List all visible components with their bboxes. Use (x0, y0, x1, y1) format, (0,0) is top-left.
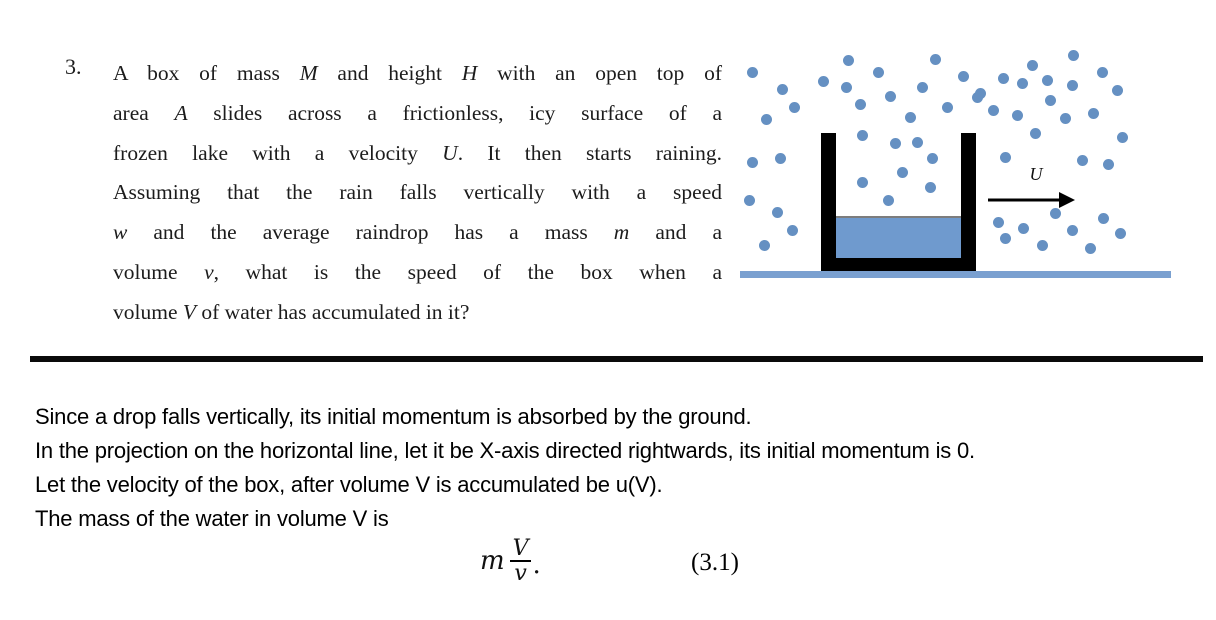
raindrop-icon (1000, 152, 1011, 163)
raindrop-icon (1103, 159, 1114, 170)
raindrop-icon (917, 82, 928, 93)
problem-text-line: volume v, what is the speed of the box when a (113, 259, 722, 284)
raindrop-icon (818, 76, 829, 87)
fraction-denominator: v (510, 560, 530, 585)
raindrop-icon (747, 157, 758, 168)
raindrop-icon (905, 112, 916, 123)
raindrop-icon (998, 73, 1009, 84)
raindrop-icon (855, 99, 866, 110)
raindrop-icon (873, 67, 884, 78)
problem-text-line: w and the average raindrop has a mass m and a (113, 220, 722, 245)
raindrop-icon (942, 102, 953, 113)
equation-period: . (532, 550, 541, 580)
raindrop-icon (761, 114, 772, 125)
raindrop-icon (1017, 78, 1028, 89)
problem-text-line: area A slides across a frictionless, icy surface of a (113, 100, 722, 125)
problem-text-line: A box of mass M and height H with an open top of (113, 61, 722, 85)
solution-text (35, 400, 1200, 536)
problem-text-line: volume V of water has accumulated in it? (113, 299, 470, 324)
raindrop-icon (1045, 95, 1056, 106)
velocity-arrow-icon (985, 186, 1077, 212)
raindrop-icon (1037, 240, 1048, 251)
raindrop-icon (789, 102, 800, 113)
water-in-box (836, 216, 961, 258)
raindrop-icon (1112, 85, 1123, 96)
raindrop-icon (777, 84, 788, 95)
raindrop-icon (759, 240, 770, 251)
raindrop-icon (1000, 233, 1011, 244)
solution-text-line: The mass of the water in volume V is (35, 506, 389, 531)
equation-fraction (509, 537, 533, 585)
solution-text-line: In the projection on the horizontal line, let it be X-axis directed rightwards, its initial momentum is 0. (35, 438, 975, 463)
raindrop-icon (744, 195, 755, 206)
raindrop-icon (787, 225, 798, 236)
raindrop-icon (1085, 243, 1096, 254)
raindrop-icon (1018, 223, 1029, 234)
raindrop-icon (988, 105, 999, 116)
raindrop-icon (1098, 213, 1109, 224)
raindrop-icon (1117, 132, 1128, 143)
equation (480, 528, 541, 594)
velocity-label: U (1029, 164, 1043, 184)
raindrop-icon (1060, 113, 1071, 124)
diagram (730, 40, 1180, 285)
raindrop-icon (993, 217, 1004, 228)
raindrop-icon (1068, 50, 1079, 61)
raindrop-icon (1115, 228, 1126, 239)
raindrop-icon (1097, 67, 1108, 78)
raindrop-icon (1027, 60, 1038, 71)
equation-number: (3.1) (691, 549, 739, 576)
raindrop-icon (1067, 80, 1078, 91)
raindrop-icon (843, 55, 854, 66)
equation-mass-symbol: m (480, 546, 505, 576)
fraction-numerator: V (512, 535, 529, 561)
raindrop-icon (1088, 108, 1099, 119)
problem-number: 3. (65, 54, 82, 79)
raindrop-icon (885, 91, 896, 102)
problem-text (113, 54, 722, 333)
raindrop-icon (1030, 128, 1041, 139)
raindrop-icon (1012, 110, 1023, 121)
raindrop-icon (1077, 155, 1088, 166)
raindrop-icon (841, 82, 852, 93)
solution-text-line: Since a drop falls vertically, its initial momentum is absorbed by the ground. (35, 404, 752, 429)
raindrop-icon (975, 88, 986, 99)
solution-text-line: Let the velocity of the box, after volume V is accumulated be u(V). (35, 472, 663, 497)
raindrop-icon (1042, 75, 1053, 86)
raindrop-icon (747, 67, 758, 78)
ice-surface (740, 271, 1171, 278)
raindrop-icon (1067, 225, 1078, 236)
problem-text-line: Assuming that the rain falls vertically with a speed (113, 180, 722, 205)
problem-text-line: frozen lake with a velocity U. It then starts raining. (113, 140, 722, 165)
section-divider (30, 356, 1203, 362)
raindrop-icon (958, 71, 969, 82)
raindrop-icon (930, 54, 941, 65)
raindrop-icon (775, 153, 786, 164)
raindrop-icon (772, 207, 783, 218)
